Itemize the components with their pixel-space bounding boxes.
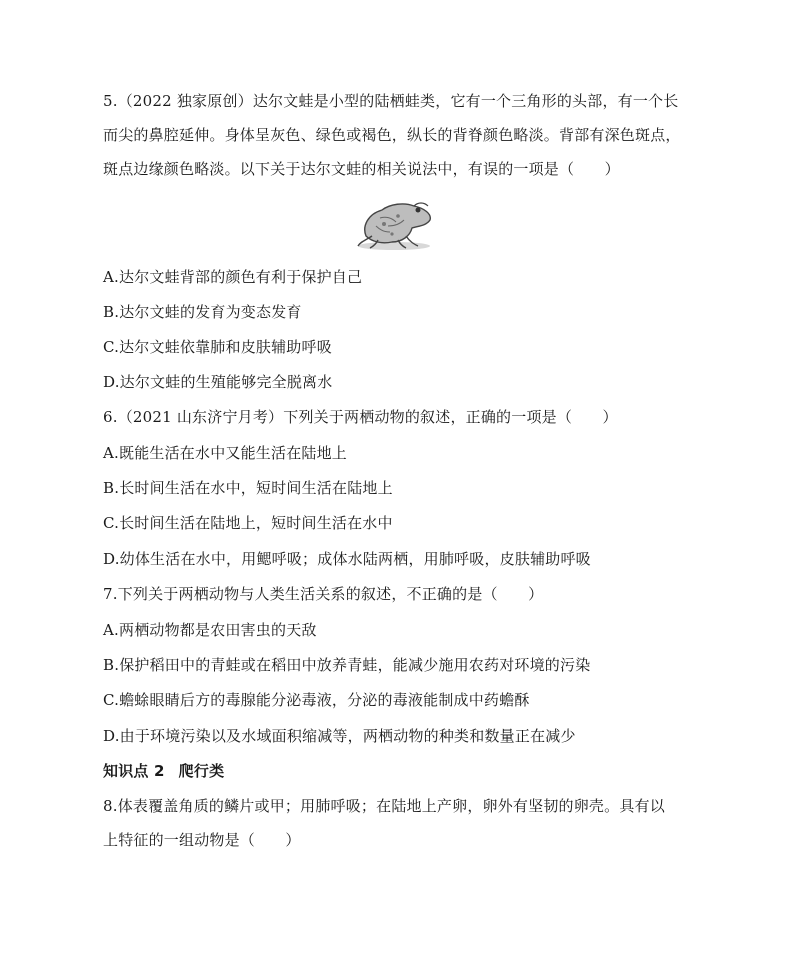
q6-option-a: A.既能生活在水中又能生活在陆地上 — [103, 444, 348, 462]
q5-stem-line-2: 而尖的鼻腔延伸。身体呈灰色、绿色或褐色，纵长的背脊颜色略淡。背部有深色斑点， — [103, 126, 681, 144]
q7-option-d: D.由于环境污染以及水域面积缩减等，两栖动物的种类和数量正在减少 — [103, 727, 576, 745]
q6-option-d: D.幼体生活在水中，用鳃呼吸；成体水陆两栖，用肺呼吸，皮肤辅助呼吸 — [103, 550, 591, 568]
q5-option-b: B.达尔文蛙的发育为变态发育 — [103, 303, 302, 321]
q5-option-d: D.达尔文蛙的生殖能够完全脱离水 — [103, 373, 333, 391]
section-heading — [103, 761, 224, 781]
section-title: 爬行类 — [178, 762, 225, 780]
q8-stem-line-1: 8.体表覆盖角质的鳞片或甲；用肺呼吸；在陆地上产卵，卵外有坚韧的卵壳。具有以 — [103, 797, 665, 815]
q7-option-b: B.保护稻田中的青蛙或在稻田中放养青蛙，能减少施用农药对环境的污染 — [103, 656, 591, 674]
frog-illustration — [352, 196, 436, 252]
q5-option-a: A.达尔文蛙背部的颜色有利于保护自己 — [103, 268, 363, 286]
q6-option-b: B.长时间生活在水中，短时间生活在陆地上 — [103, 479, 393, 497]
q5-option-c: C.达尔文蛙依靠肺和皮肤辅助呼吸 — [103, 338, 332, 356]
q7-option-c: C.蟾蜍眼睛后方的毒腺能分泌毒液，分泌的毒液能制成中药蟾酥 — [103, 691, 530, 709]
q5-stem-line-3: 斑点边缘颜色略淡。以下关于达尔文蛙的相关说法中，有误的一项是（ ） — [103, 160, 620, 178]
q6-stem: 6.（2021 山东济宁月考）下列关于两栖动物的叙述，正确的一项是（ ） — [103, 408, 618, 426]
q6-option-c: C.长时间生活在陆地上，短时间生活在水中 — [103, 514, 393, 532]
q5-stem-line-1: 5.（2022 独家原创）达尔文蛙是小型的陆栖蛙类，它有一个三角形的头部，有一个长 — [103, 92, 679, 110]
section-number: 知识点 2 — [103, 762, 165, 780]
q8-stem-line-2: 上特征的一组动物是（ ） — [103, 831, 301, 849]
q7-stem: 7.下列关于两栖动物与人类生活关系的叙述，不正确的是（ ） — [103, 585, 544, 603]
q7-option-a: A.两栖动物都是农田害虫的天敌 — [103, 621, 317, 639]
